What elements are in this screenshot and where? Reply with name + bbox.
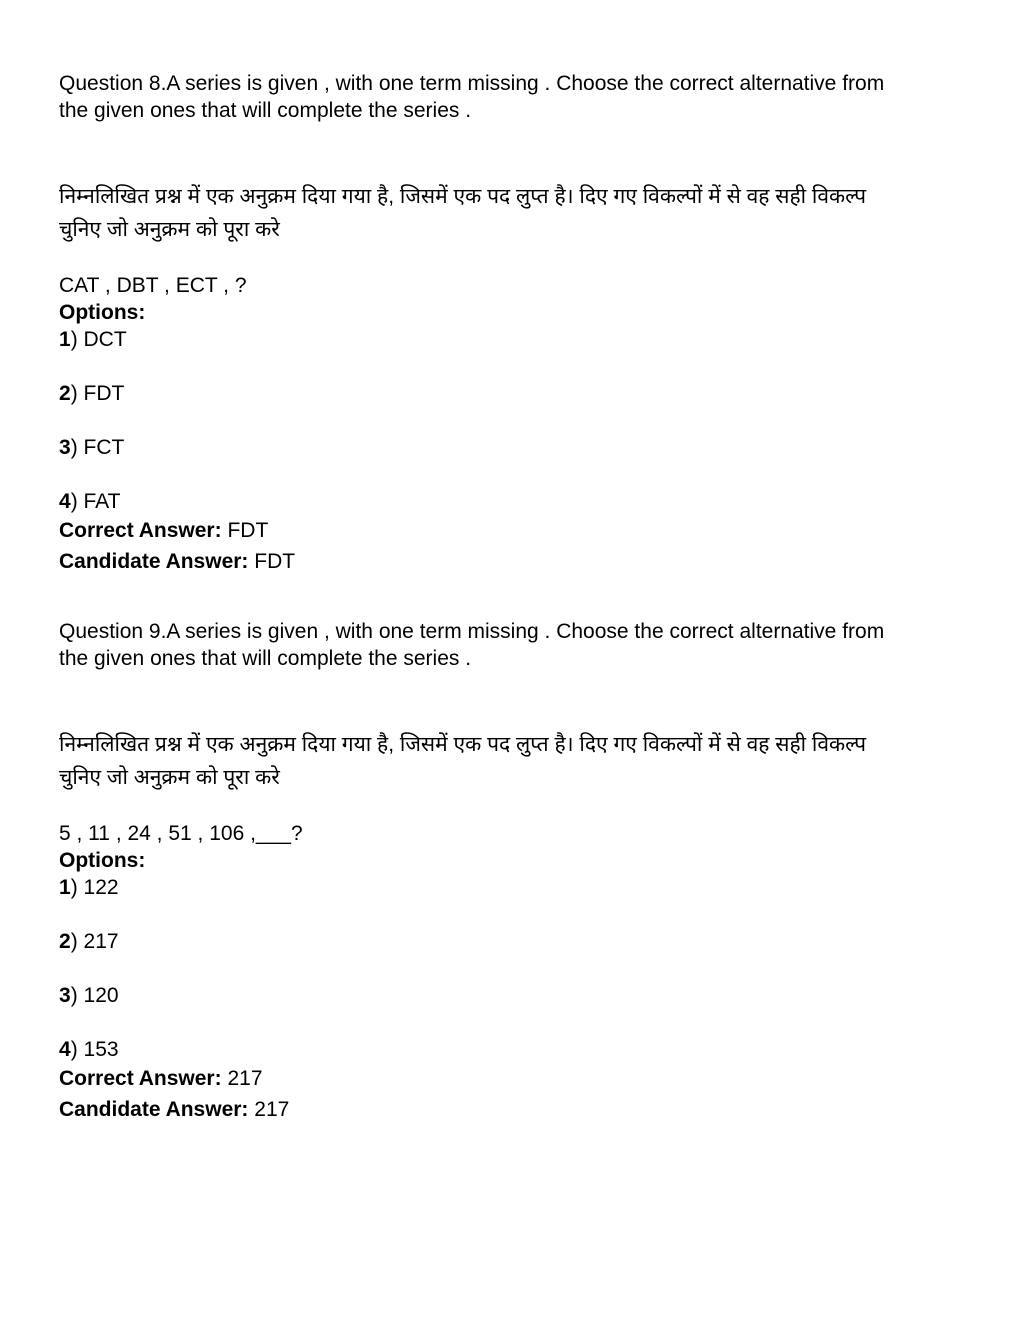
question-block-8	[59, 70, 965, 577]
series-text: CAT , DBT , ECT , ?	[59, 274, 247, 297]
option-2	[59, 928, 965, 955]
options-label: Options:	[59, 301, 146, 324]
candidate-answer-value: FDT	[254, 550, 296, 573]
candidate-answer-label: Candidate Answer:	[59, 550, 249, 573]
question-block-9	[59, 618, 965, 1125]
correct-answer-row	[59, 1063, 965, 1094]
option-text: ) FCT	[70, 436, 125, 459]
question-heading-hindi: निम्नलिखित प्रश्न में एक अनुक्रम दिया गया है, जिसमें एक पद लुप्त है। दिए गए विकल्पों में से वह सही विकल्प चुनिए जो अनुक्रम को पूरा करे	[59, 185, 867, 241]
option-3	[59, 982, 965, 1009]
option-number: 2	[59, 930, 71, 953]
option-1	[59, 874, 965, 901]
option-number: 4	[59, 1038, 71, 1061]
option-text: ) 120	[70, 984, 119, 1007]
option-number: 4	[59, 490, 71, 513]
option-text: ) 122	[70, 876, 119, 899]
option-3	[59, 434, 965, 461]
option-number: 1	[59, 328, 71, 351]
correct-answer-label: Correct Answer:	[59, 519, 222, 542]
correct-answer-label: Correct Answer:	[59, 1067, 222, 1090]
series-text: 5 , 11 , 24 , 51 , 106 ,___?	[59, 822, 303, 845]
option-4	[59, 1036, 965, 1063]
question-heading-hindi: निम्नलिखित प्रश्न में एक अनुक्रम दिया गया है, जिसमें एक पद लुप्त है। दिए गए विकल्पों में से वह सही विकल्प चुनिए जो अनुक्रम को पूरा करे	[59, 733, 867, 789]
candidate-answer-row	[59, 546, 965, 577]
option-text: ) FDT	[70, 382, 125, 405]
option-2	[59, 380, 965, 407]
option-4	[59, 488, 965, 515]
candidate-answer-value: 217	[254, 1098, 290, 1121]
correct-answer-row	[59, 515, 965, 546]
option-text: ) 153	[70, 1038, 119, 1061]
option-number: 3	[59, 984, 71, 1007]
options-label: Options:	[59, 849, 146, 872]
option-number: 1	[59, 876, 71, 899]
option-text: ) FAT	[70, 490, 121, 513]
candidate-answer-row	[59, 1094, 965, 1125]
option-number: 2	[59, 382, 71, 405]
correct-answer-value: FDT	[227, 519, 269, 542]
question-heading-english: Question 8.A series is given , with one term missing . Choose the correct alternative from the given ones that will complete the series .	[59, 72, 885, 122]
option-1	[59, 326, 965, 353]
question-heading-english: Question 9.A series is given , with one term missing . Choose the correct alternative from the given ones that will complete the series .	[59, 620, 885, 670]
option-text: ) 217	[70, 930, 119, 953]
option-text: ) DCT	[70, 328, 127, 351]
option-number: 3	[59, 436, 71, 459]
candidate-answer-label: Candidate Answer:	[59, 1098, 249, 1121]
correct-answer-value: 217	[227, 1067, 263, 1090]
